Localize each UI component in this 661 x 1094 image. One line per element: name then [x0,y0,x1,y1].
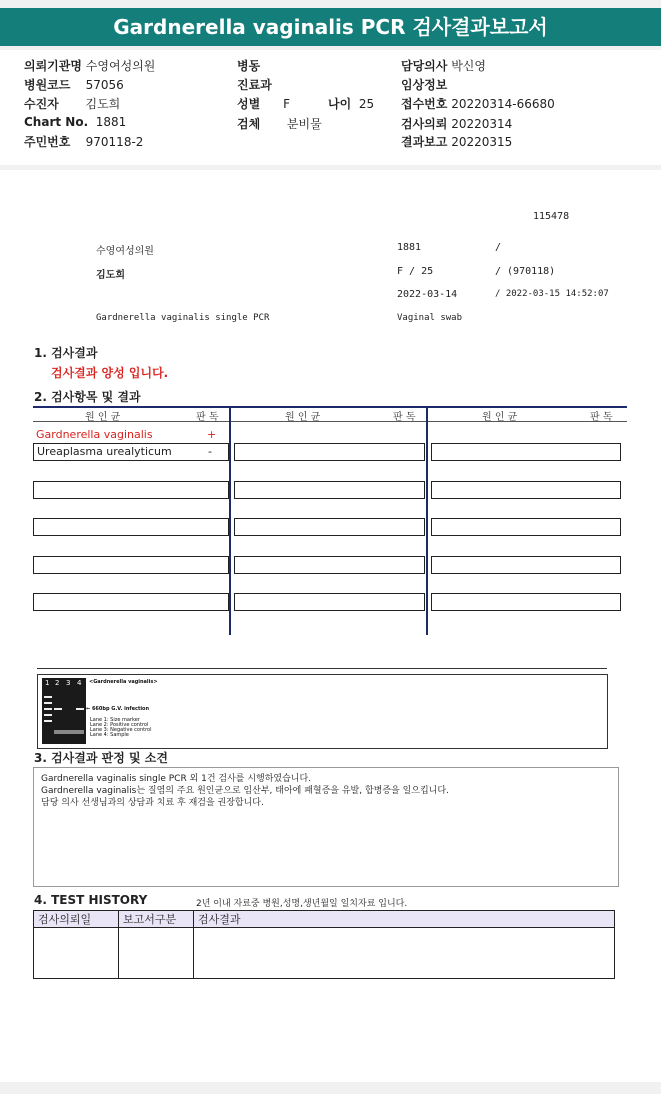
summary-chart: 1881 [397,242,422,253]
clinical-label: 임상정보 [401,78,448,92]
chart-value: 1881 [95,115,127,129]
chart-field [24,115,126,129]
comment-line: Gardnerella vaginalis는 질염의 주요 원인균으로 임산부, 태아에 패혈증을 유발, 합병증을 일으킵니다. [41,786,449,796]
summary-date-report: / 2022-03-15 14:52:07 [495,289,609,299]
doctor-label: 담당의사 [401,59,448,73]
result-statement: 검사결과 양성 입니다. [51,366,169,380]
section3-title: 3. 검사결과 판정 및 소견 [34,751,168,765]
report-title: Gardnerella vaginalis PCR 검사결과보고서 [0,8,661,46]
history-cell [34,928,119,979]
summary-sex-age: F / 25 [397,266,434,277]
col-pathogen-2: 원 인 균 [285,412,321,423]
request-value: 20220314 [451,117,513,131]
doctor-value: 박신영 [451,59,486,73]
hospital-field [24,57,155,74]
lane-label: 4 [77,679,82,687]
marker-band [44,696,52,698]
pathogen-name: Ureaplasma urealyticum [37,445,172,458]
col-pathogen-3: 원 인 균 [482,412,518,423]
hospital-label: 의뢰기관명 [24,59,82,73]
report-value: 20220315 [451,135,513,149]
specimen-value: 분비물 [286,117,322,131]
history-header: 검사의뢰일 [34,911,119,928]
age-label: 나이 [328,97,352,111]
chart-label: Chart No. [24,115,89,129]
summary-test: Gardnerella vaginalis single PCR [96,313,270,323]
summary-birth: / (970118) [495,266,556,277]
result-cell [234,481,425,499]
result-cell [33,593,229,611]
result-cell [234,443,425,461]
dept-label: 진료과 [237,78,272,92]
column-divider-2 [426,406,428,635]
patient-label: 수진자 [24,97,59,111]
summary-hospital: 수영여성의원 [96,246,154,257]
marker-band [44,714,52,716]
sex-label: 성별 [237,97,261,111]
code-label: 병원코드 [24,78,71,92]
section1-title: 1. 검사결과 [34,346,98,360]
primer-band [54,730,84,734]
marker-band [44,720,52,722]
ward-label: 병동 [237,59,261,73]
summary-slash: / [495,242,502,253]
result-cell [33,481,229,499]
code-field [24,76,124,93]
result-cell [234,556,425,574]
resident-label: 주민번호 [24,135,71,149]
result-cell [234,593,425,611]
pathogen-result: - [208,445,212,458]
receipt-label: 접수번호 [401,97,448,111]
history-cell [194,928,615,979]
history-header: 검사결과 [194,911,615,928]
pathogen-result: + [207,428,217,441]
code-value: 57056 [85,78,124,92]
column-divider-1 [229,406,231,635]
col-result-2: 판 독 [393,412,416,423]
lane-label: 1 [45,679,50,687]
specimen-field [237,115,322,132]
result-cell [431,593,621,611]
request-label: 검사의뢰 [401,117,448,131]
gel-legend-item: Lane 3: Negative control [90,727,152,733]
pathogen-name: Gardnerella vaginalis [36,428,153,441]
summary-patient: 김도희 [96,270,125,281]
report-label: 결과보고 [401,135,448,149]
resident-value: 970118-2 [85,135,144,149]
history-cell [119,928,194,979]
gel-rule [37,668,607,669]
result-cell [33,518,229,536]
table-top-rule [33,406,627,408]
lane-label: 2 [55,679,60,687]
col-result-1: 판 독 [196,412,219,423]
result-cell [33,556,229,574]
request-field [401,115,512,132]
result-cell [431,481,621,499]
gel-legend-item: Lane 1: Size marker [90,717,140,723]
history-header: 보고서구분 [119,911,194,928]
marker-band [44,702,52,704]
comment-line: Gardnerella vaginalis single PCR 외 1건 검사를 시행하였습니다. [41,774,312,784]
result-cell [431,518,621,536]
gel-legend-item: Lane 2: Positive control [90,722,149,728]
result-cell [431,556,621,574]
patient-value: 김도희 [85,97,121,111]
marker-band [44,708,52,710]
gel-title: <Gardnerella vaginalis> [89,679,158,685]
age-field [328,95,374,112]
doctor-field [401,57,486,74]
summary-specimen: Vaginal swab [397,313,463,323]
patient-header [0,50,661,165]
comment-line: 담당 의사 선생님과의 상담과 치료 후 재검을 권장합니다. [41,798,264,808]
section4-title: 4. TEST HISTORY [34,893,148,907]
table-header-rule [33,421,627,422]
gel-band-text: 660bp G.V. infection [91,706,150,712]
col-pathogen-1: 원 인 균 [85,412,121,423]
lane-label: 3 [66,679,71,687]
summary-date-request: 2022-03-14 [397,289,458,300]
gel-band-label: ← 660bp G.V. infection [86,706,150,712]
result-cell [33,443,229,461]
age-value: 25 [358,97,375,111]
result-cell [431,443,621,461]
section2-title: 2. 검사항목 및 결과 [34,390,141,404]
sex-field [237,95,290,112]
receipt-value: 20220314-66680 [451,97,555,111]
sample-band [76,708,84,710]
positive-band [54,708,62,710]
report-field [401,133,512,150]
result-cell [234,518,425,536]
specimen-label: 검체 [237,117,261,131]
comment-box [33,767,619,887]
patient-field [24,95,120,112]
gel-electrophoresis-image [42,678,86,744]
hospital-value: 수영여성의원 [85,59,156,73]
resident-field [24,133,143,150]
history-table [33,910,615,979]
history-note: 2년 이내 자료중 병원,성명,생년월일 일치자료 입니다. [196,899,408,909]
receipt-field [401,95,555,112]
sex-value: F [283,97,290,111]
report-id: 115478 [533,211,570,222]
col-result-3: 판 독 [590,412,613,423]
gel-legend-item: Lane 4: Sample [90,732,129,738]
